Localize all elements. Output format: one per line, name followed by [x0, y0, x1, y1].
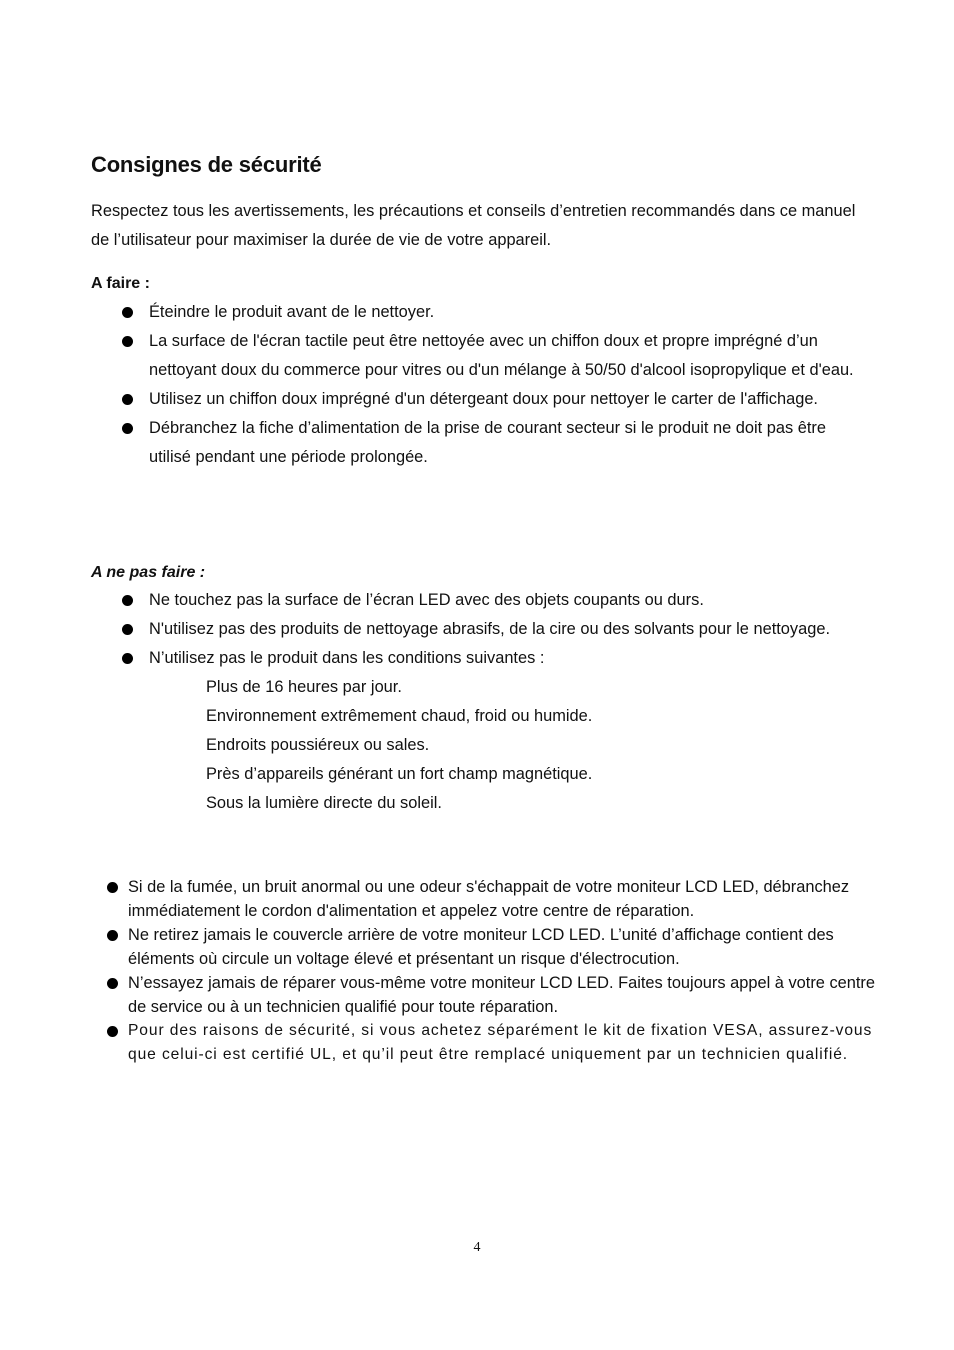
- condition-item: Sous la lumière directe du soleil.: [206, 794, 442, 812]
- list-item: [120, 298, 865, 327]
- warning-item: [106, 1019, 876, 1067]
- dont-list: [120, 586, 865, 818]
- condition-item: Environnement extrêmement chaud, froid ou humide.: [206, 707, 593, 725]
- warning-text: Ne retirez jamais le couvercle arrière de votre moniteur LCD LED. L’unité d’affichage contient des éléments où circule un voltage élevé et présentant un risque d'électrocution.: [128, 926, 834, 968]
- list-item-text: Éteindre le produit avant de le nettoyer.: [149, 303, 435, 321]
- bullet-icon: [107, 1026, 118, 1037]
- condition-item: Plus de 16 heures par jour.: [206, 678, 402, 696]
- warning-text: Pour des raisons de sécurité, si vous achetez séparément le kit de fixation VESA, assurez-vous que celui-ci est certifié UL, et qu’il peut être remplacé uniquement par un technicien qualifié.: [128, 1022, 873, 1063]
- list-item-text: La surface de l'écran tactile peut être nettoyée avec un chiffon doux et propre imprégné d’un nettoyant doux du commerce pour vitres ou d'un mélange à 50/50 d'alcool isopropylique et d'eau.: [149, 332, 854, 379]
- list-item: [120, 615, 865, 644]
- list-item: [120, 414, 865, 472]
- intro-paragraph: Respectez tous les avertissements, les précautions et conseils d’entretien recommandés dans ce manuel de l’utilisateur pour maximiser la durée de vie de votre appareil.: [91, 202, 856, 249]
- do-list: [120, 298, 865, 472]
- warning-text: Si de la fumée, un bruit anormal ou une odeur s'échappait de votre moniteur LCD LED, débranchez immédiatement le cordon d'alimentation et appelez votre centre de réparation.: [128, 878, 850, 920]
- condition-item: Près d’appareils générant un fort champ magnétique.: [206, 765, 593, 783]
- list-item-text: N’utilisez pas le produit dans les conditions suivantes :: [149, 649, 545, 667]
- bullet-icon: [122, 624, 133, 635]
- list-item: [120, 644, 865, 818]
- dont-section-label: A ne pas faire :: [91, 564, 206, 581]
- list-item: [120, 586, 865, 615]
- conditions-list: [149, 673, 865, 818]
- bullet-icon: [122, 595, 133, 606]
- list-item-text: Ne touchez pas la surface de l’écran LED avec des objets coupants ou durs.: [149, 591, 704, 609]
- bullet-icon: [122, 423, 133, 434]
- page-title: Consignes de sécurité: [91, 152, 322, 177]
- bullet-icon: [107, 882, 118, 893]
- bullet-icon: [122, 394, 133, 405]
- bullet-icon: [122, 653, 133, 664]
- warning-item: [106, 923, 876, 971]
- bullet-icon: [122, 336, 133, 347]
- warning-text: N’essayez jamais de réparer vous-même votre moniteur LCD LED. Faites toujours appel à votre centre de service ou à un technicien qualifié pour toute réparation.: [128, 974, 876, 1016]
- list-item-text: Utilisez un chiffon doux imprégné d'un détergeant doux pour nettoyer le carter de l'affichage.: [149, 390, 818, 408]
- warnings-list: [106, 875, 876, 1067]
- bullet-icon: [107, 978, 118, 989]
- list-item: [120, 385, 865, 414]
- warning-item: [106, 875, 876, 923]
- do-section-label: A faire :: [91, 275, 150, 292]
- page-number: 4: [473, 1240, 481, 1255]
- list-item-text: Débranchez la fiche d’alimentation de la prise de courant secteur si le produit ne doit pas être utilisé pendant une période prolongée.: [149, 419, 826, 466]
- list-item: [120, 327, 865, 385]
- condition-item: Endroits poussiéreux ou sales.: [206, 736, 430, 754]
- bullet-icon: [122, 307, 133, 318]
- list-item-text: N'utilisez pas des produits de nettoyage abrasifs, de la cire ou des solvants pour le nettoyage.: [149, 620, 831, 638]
- bullet-icon: [107, 930, 118, 941]
- warning-item: [106, 971, 876, 1019]
